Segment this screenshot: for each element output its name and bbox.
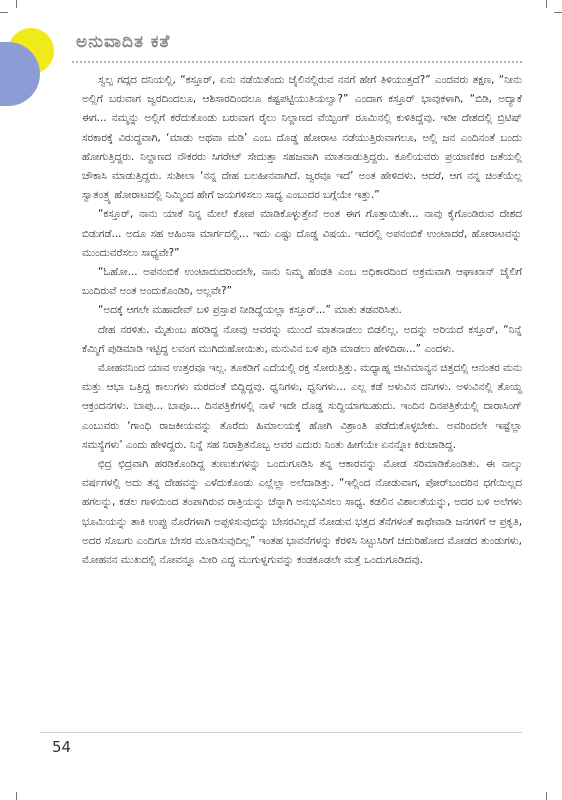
crop-mark (546, 0, 547, 8)
paragraph: “ಕಸ್ತೂರ್, ನಾನು ಯಾಕೆ ನಿನ್ನ ಮೇಲೆ ಕೋಪ ಮಾಡಿಕೊಳ್ಳುತ್ತೇನೆ ಅಂತ ಈಗ ಗೊತ್ತಾಯಿತೇ... ನಾವು ಕೈಗೊಂಡಿರುವ ದೇಶದ ಬಿಡುಗಡೆ... ಅದೂ ಸಹ ಅಹಿಂಸಾ ಮಾರ್ಗದಲ್ಲಿ... ಇದು ಎಷ್ಟು ದೊಡ್ಡ ವಿಷಯ. ಇದರಲ್ಲಿ ಅಪನಂಬಿಕೆ ಉಂಟಾದರೆ, ಹೋರಾಟವನ್ನು ಮುಂದುವರೆಸಲು ಸಾಧ್ಯವೇ?” (82, 208, 522, 259)
page-number: 54 (52, 738, 72, 756)
paragraph: “ಓಹೋ... ಅಪನಂಬಿಕೆ ಉಂಟಾದುದರಿಂದಲೇ, ನಾನು ನಿಮ್ಮ ಹೆಂಡತಿ ಎಂಬ ಅಧಿಕಾರದಿಂದ ಅಕ್ರಮವಾಗಿ ಆಘಾಖಾನ್ ಜೈಲಿಗೆ ಬಂದಿರುವೆ ಅಂತ ಅಂದುಕೊಂಡಿರಿ, ಅಲ್ಲವೇ?” (82, 266, 522, 298)
crop-mark (16, 792, 17, 800)
section-title: ಅನುವಾದಿತ ಕತೆ (76, 32, 171, 52)
crop-mark (16, 0, 17, 8)
paragraph: ಛಿದ್ರ ಛಿದ್ರವಾಗಿ ಹರಡಿಕೊಂಡಿದ್ದ ತುಣುಕುಗಳನ್ನು ಒಂದುಗೂಡಿಸಿ ತನ್ನ ಆಕಾರವನ್ನು ಮೋಡ ಸರಿಮಾಡಿಕೊಂಡಿತು. ಈ ನಾಲ್ಕು ವರ್ಷಗಳಲ್ಲಿ ಅದು ತನ್ನ ದೇಹವನ್ನು ಎಳೆದುಕೊಂಡು ಎಲ್ಲೆಲ್ಲಾ ಅಲೆದಾಡಿತ್ತು. “ಇಲ್ಲಿಂದ ನೋಡುವಾಗ, ಪೋರ್‌ಬಂದರಿನ ಧಗೆಯಿಲ್ಲದ ಹಗಲನ್ನು, ಕಡಲ ಗಾಳಿಯಿಂದ ತಂಪಾಗಿರುವ ರಾತ್ರಿಯನ್ನು ಚೆನ್ನಾಗಿ ಅನುಭವಿಸಲು ಸಾಧ್ಯ. ಕಡಲಿನ ವಿಶಾಲತೆಯನ್ನು, ಅದರ ಬಳಿ ಅಲೆಗಳು ಭೂಮಿಯನ್ನು ತಾಕಿ ಉಪ್ಪು ನೊರೆಗಳಾಗಿ ಅಪ್ಪಳಿಸುವುದನ್ನು ಬೇಸರವಿಲ್ಲದೆ ನೋಡುವ ಭತ್ತದ ತೆನೆಗಳಂತೆ ಕಾಥೇವಾಡಿ ಜನಗಳಿಗೆ ಆ ಪ್ರಕೃತಿ, ಅದರ ಸೊಬಗು ಎಂದಿಗೂ ಬೇಸರ ಮೂಡಿಸುವುದಿಲ್ಲ” ಇಂತಹ ಭಾವನೆಗಳನ್ನು ಕೆರಳಿಸಿ ನಿಟ್ಟುಸಿರಿಗೆ ಚದುರಿಹೋದ ಮೋಡದ ತುಂಡುಗಳು, ಮೋಹನನ ಮುಖದಲ್ಲಿ ನೋವನ್ನೂ ಮೀರಿ ಎದ್ದ ಮುಗುಳ್ನಗುವನ್ನು ಕಂಡಕೂಡಲೇ ಮತ್ತೆ ಒಂದುಗೂಡಿದವು. (82, 458, 522, 567)
crop-mark (0, 12, 8, 13)
footer-rule (40, 732, 522, 733)
crop-mark (546, 792, 547, 800)
dotted-divider (72, 61, 522, 63)
article-body (82, 71, 522, 570)
crop-mark (554, 12, 562, 13)
paragraph: “ಅದಕ್ಕೆ ಆಗಲೇ ಮಹಾದೇವ್ ಬಳಿ ಪ್ರಸ್ತಾಪ ನೀಡಿದ್ದೆಯಲ್ಲಾ ಕಸ್ತೂರ್...” ಮಾತು ತಡವರಿಸಿತು. (98, 304, 402, 317)
paragraph: ದೇಹ ನರಳಿತು. ಮೈತುಂಬ ಹರಡಿದ್ದ ನೋವು ಅವರನ್ನು ಮುಂದೆ ಮಾತನಾಡಲು ಬಿಡಲಿಲ್ಲ. ಅದನ್ನು ಅರಿಯದೆ ಕಸ್ತೂರ್, “ನಿನ್ನೆ ಕೆಮ್ಮಿಗೆ ಪುಡಿಮಾಡಿ ಇಟ್ಟಿದ್ದ ಲವಂಗ ಮುಗಿದುಹೋಯಿತು, ಮನುವಿನ ಬಳಿ ಪುಡಿ ಮಾಡಲು ಹೇಳಿದಿರಾ...” ಎಂದಳು. (82, 323, 522, 355)
paragraph: ಮೋಹನನಿಂದ ಯಾವ ಉತ್ತರವೂ ಇಲ್ಲ. ತೂಕಡಿಗೆ ಎದೆಯಲ್ಲಿ ರಕ್ತ ಸೋರುತ್ತಿತ್ತು. ಮಧ್ಯಾಹ್ನ ಜೀವಿಮಾನ್ಯನ ಚಿತ್ತದಲ್ಲಿ ಆನಂತರ ಮನು ಮತ್ತು ಆಭಾ ಒತ್ತಿದ್ದ ಕಾಲುಗಳು ಮರದಂತೆ ಬಿದ್ದಿದ್ದವು. ಧ್ವನಿಗಳು, ಧ್ವನಿಗಳು... ಎಲ್ಲ ಕಡೆ ಅಳುವಿನ ದನಿಗಳು. ಅಳುವಿನಲ್ಲಿ ತೊಯ್ದ ಆಕ್ರಂದನಗಳು. ಬಾಪು... ಬಾಪೂ... ದಿನಪತ್ರಿಕೆಗಳಲ್ಲಿ ನಾಳೆ ಇದೇ ದೊಡ್ಡ ಸುದ್ದಿಯಾಗಬಹುದು. ಇಂದಿನ ದಿನಪತ್ರಿಕೆಯಲ್ಲಿ ದಾರಾಸಿಂಗ್ ಎಂಬುವರು ‘ಗಾಂಧಿ ರಾಜಕೀಯವನ್ನು ತೊರೆದು ಹಿಮಾಲಯಕ್ಕೆ ಹೋಗಿ ವಿಶ್ರಾಂತಿ ಪಡೆದುಕೊಳ್ಳಬೇಕು. ಅವರಿಂದಲೇ ಇಷ್ಟೆಲ್ಲಾ ಸಮಸ್ಯೆಗಳು’ ಎಂದು ಹೇಳಿದ್ದರು. ನಿನ್ನೆ ಸಹ ನಿರಾಶ್ರಿತನೊಬ್ಬ ಅವರ ಎದುರು ನಿಂತು ಹೀಗೆಯೇ ಏನನ್ನೋ ಕಿರುಚಾಡಿದ್ದ. (82, 362, 522, 451)
paragraph: ಸ್ವಲ್ಪ ಗದ್ಗದ ದನಿಯಲ್ಲಿ, “ಕಸ್ತೂರ್, ಏನು ನಡೆಯಿತೆಂದು ಜೈಲಿನಲ್ಲಿರುವ ನನಗೆ ಹೇಗೆ ತಿಳಿಯುತ್ತದೆ?” ಎಂದವರು ತಕ್ಷಣ, “ನೀನು ಅಲ್ಲಿಗೆ ಬರುವಾಗ ಜ್ವರದಿಂದಲೂ, ಆಶಿಸಾರದಿಂದಲೂ ಕಷ್ಟಪಟ್ಟಿಯುತಿಯಲ್ವಾ?” ಎಂದಾಗ ಕಸ್ತೂರ್ ಭಾವುಕಳಾಗಿ, “ಬಿಡಿ, ಅದ್ಯಾಕೆ ಈಗ... ನಮ್ಮನ್ನು ಅಲ್ಲಿಗೆ ಕರೆದುಕೊಂಡು ಬರುವಾಗ ರೈಲು ನಿಲ್ದಾಣದ ವೆಯ್ಟಿಂಗ್ ರೂಮಿನಲ್ಲಿ ಕುಳಿತಿದ್ದೆವು. ಇಡೀ ದೇಶದಲ್ಲಿ ಬ್ರಿಟಿಷ್ ಸರಕಾರಕ್ಕೆ ವಿರುದ್ಧವಾಗಿ, ‘ಮಾಡು ಅಥವಾ ಮಡಿ’ ಎಂಬ ದೊಡ್ಡ ಹೋರಾಟ ನಡೆಯುತ್ತಿರುವಾಗಲೂ, ಅಲ್ಲಿ ಜನ ಎಂದಿನಂತೆ ಬಂದು ಹೋಗುತ್ತಿದ್ದರು. ನಿಲ್ದಾಣದ ನೌಕರರು ಸಿಗರೇಟ್ ಸೇದುತ್ತಾ ಸಹಜವಾಗಿ ಮಾತನಾಡುತ್ತಿದ್ದರು. ಕೂಲಿಯವರು ಪ್ರಯಾಣಿಕರ ಜತೆಯಲ್ಲಿ ಚೌಕಾಸಿ ಮಾಡುತ್ತಿದ್ದರು. ಸುಶೀಲಾ ‘ನನ್ನ ದೇಹ ಬಲಹೀನವಾಗಿದೆ. ಜ್ವರವೂ ಇದೆ’ ಅಂತ ಹೇಳಿದಳು. ಆದರೆ, ಆಗ ನನ್ನ ಚಿಂತೆಯೆಲ್ಲ ಸ್ವಾತಂತ್ರ್ಯ ಹೋರಾಟದಲ್ಲಿ ನಿಮ್ಮಿಂದ ಹೇಗೆ ಜಯಗಳಿಸಲು ಸಾಧ್ಯ ಎಂಬುದರ ಬಗ್ಗೆಯೇ ಇತ್ತು.” (82, 74, 522, 202)
